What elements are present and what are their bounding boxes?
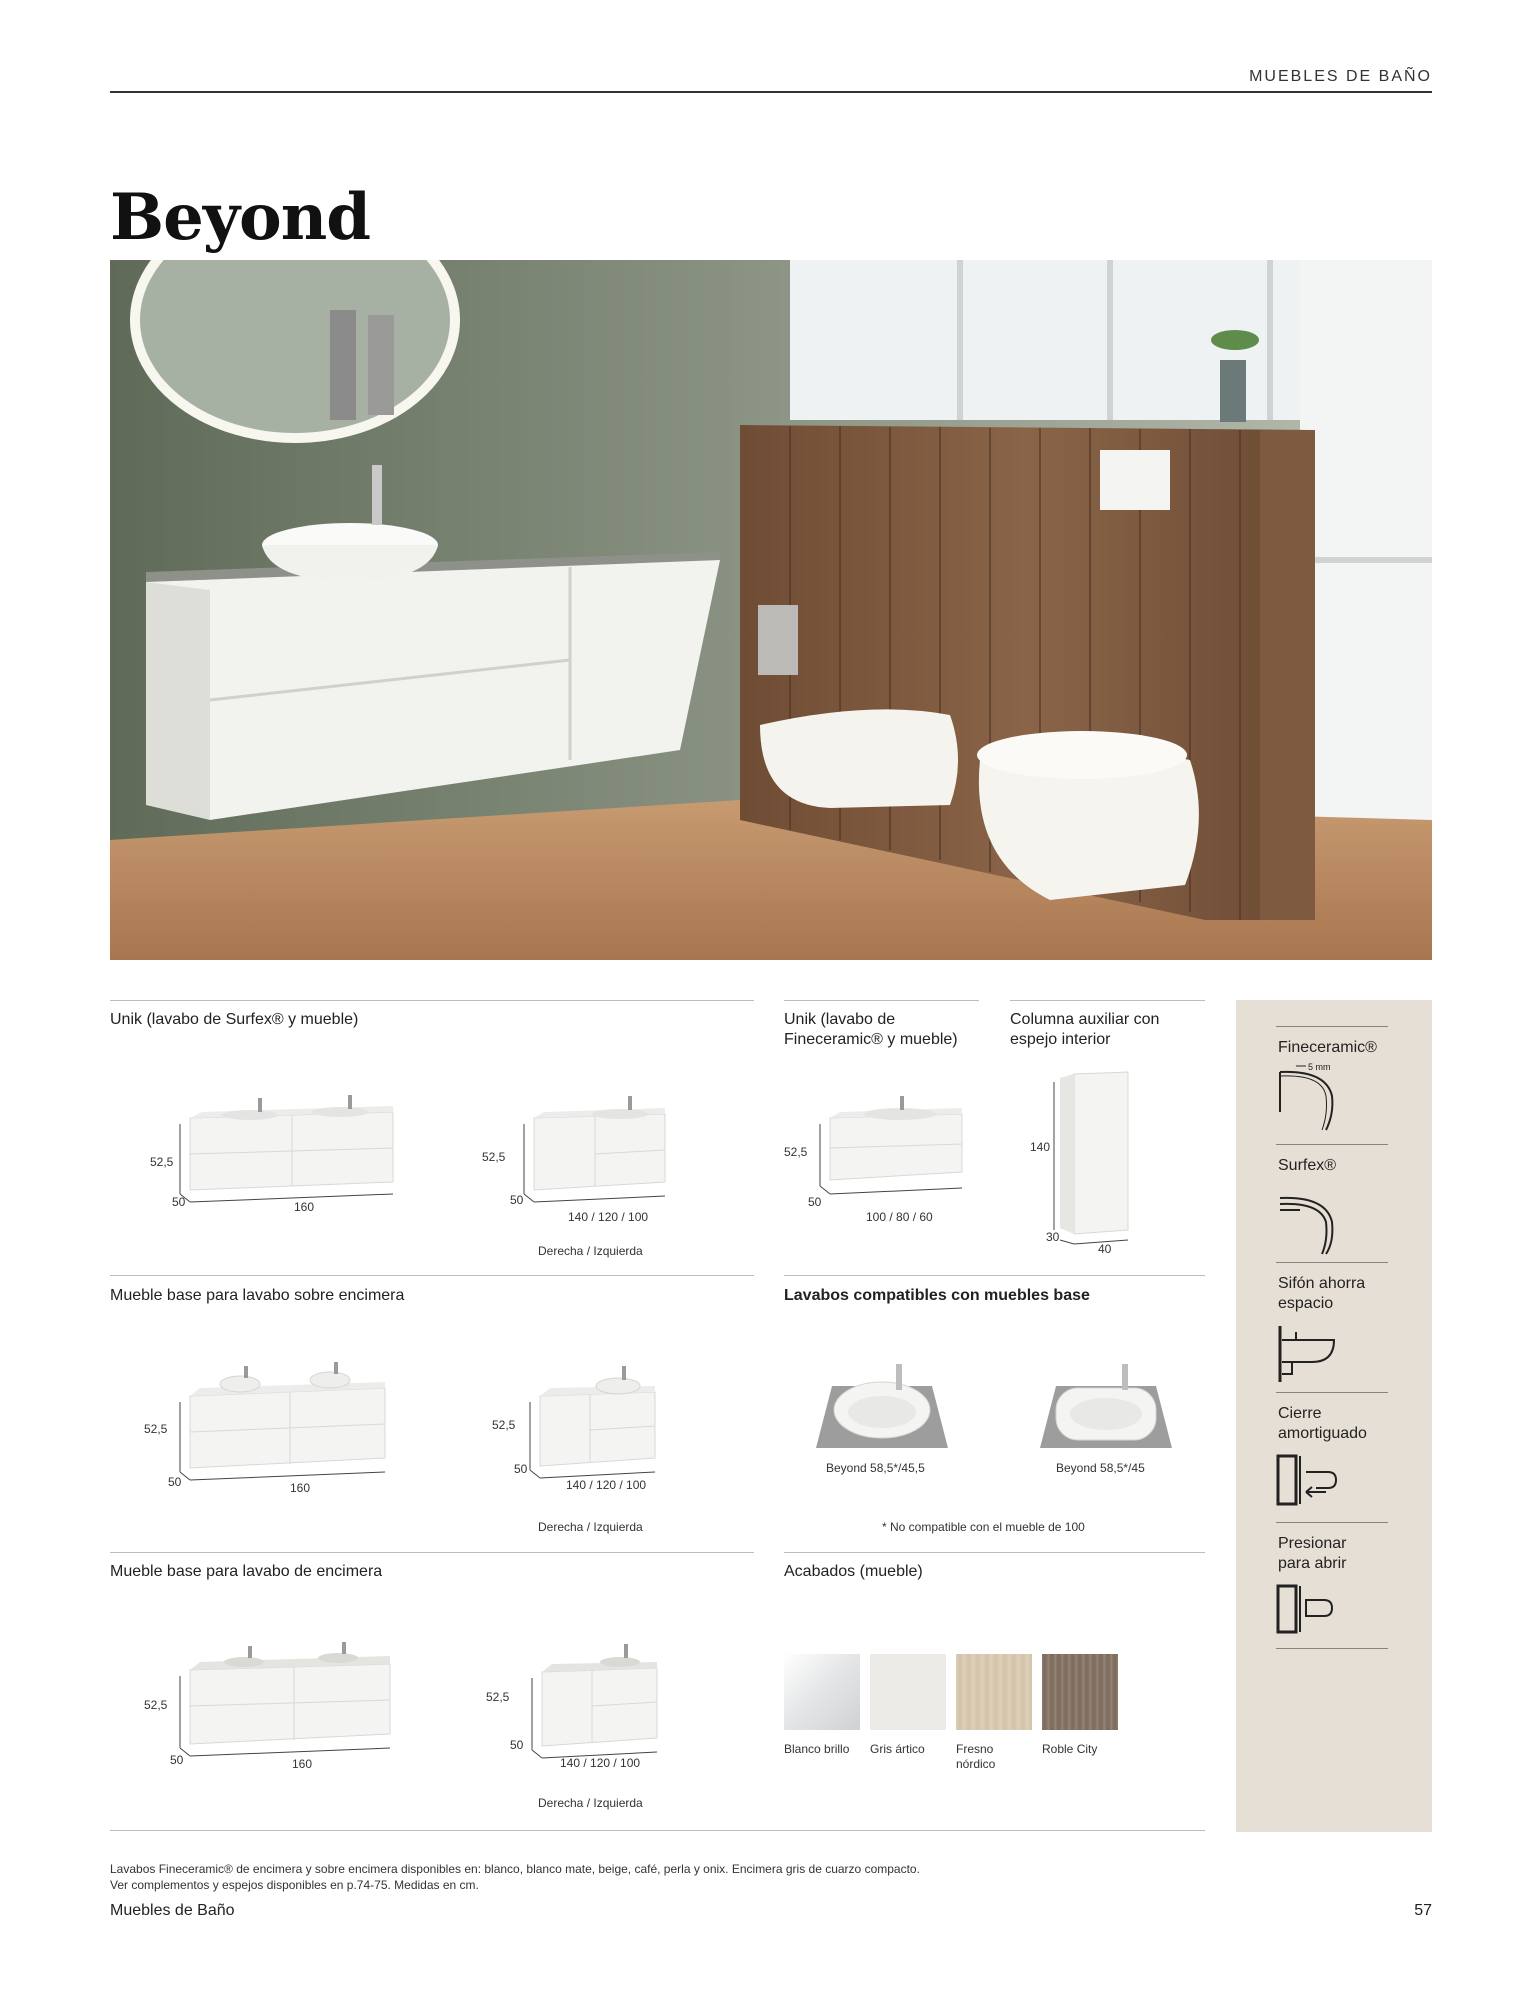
divider [110,1830,1205,1831]
dim-depth: 50 [510,1738,524,1752]
feature-divider [1276,1262,1388,1263]
dim-height: 52,5 [492,1418,516,1432]
divider [784,1552,1205,1553]
orientation-note: Derecha / Izquierda [538,1244,643,1258]
orientation-note: Derecha / Izquierda [538,1796,643,1810]
swatch-label: Blanco brillo [784,1742,850,1756]
swatch-fresno-nordico [956,1654,1032,1730]
dim-height: 52,5 [486,1690,510,1704]
dim-depth: 50 [172,1195,186,1209]
swatch-blanco-brillo [784,1654,860,1730]
footnote-line-2: Ver complementos y espejos disponibles en p.74-75. Medidas en cm. [110,1878,479,1892]
de-encimera-single-drawing [512,1640,672,1770]
header-divider [110,91,1432,93]
dim-depth: 50 [514,1462,528,1476]
feature-siphon-label-l2: espacio [1278,1295,1334,1312]
section-label: MUEBLES DE BAÑO [1249,68,1432,85]
feature-divider [1276,1392,1388,1393]
section-title-unik-fineceramic: Unik (lavabo de [784,1011,896,1028]
divider [110,1275,754,1276]
feature-surfex-label: Surfex® [1278,1157,1337,1174]
feature-push-open-label-l2: para abrir [1278,1555,1347,1572]
feature-siphon-label: Sifón ahorra [1278,1275,1366,1292]
fineceramic-icon [1276,1062,1346,1132]
compat-footnote: * No compatible con el mueble de 100 [882,1520,1085,1534]
feature-soft-close-label: Cierre [1278,1405,1322,1422]
section-title-columna: Columna auxiliar con [1010,1011,1160,1028]
dim-width: 160 [290,1481,311,1495]
dim-depth: 50 [510,1193,524,1207]
sobre-encimera-double-drawing [140,1360,400,1490]
divider [1010,1000,1205,1001]
dim-height: 52,5 [144,1698,168,1712]
section-title-unik-fineceramic-l2: Fineceramic® y mueble) [784,1031,958,1048]
dim-width: 40 [1098,1242,1112,1256]
de-encimera-double-drawing [140,1640,400,1770]
unik-single-vanity-drawing [500,1090,680,1220]
dim-height: 140 [1030,1140,1051,1154]
dim-width: 160 [294,1200,315,1214]
footnote-line-1: Lavabos Fineceramic® de encimera y sobre encimera disponibles en: blanco, blanco mate, beige, café, perla y onix. Encimera gris de cuarzo compacto. [110,1862,920,1876]
basin-compat-2-label: Beyond 58,5*/45 [1056,1461,1145,1475]
dim-height: 52,5 [482,1150,506,1164]
feature-soft-close-label-l2: amortiguado [1278,1425,1367,1442]
section-title-acabados: Acabados (mueble) [784,1563,923,1580]
column-cabinet-drawing [1050,1068,1130,1248]
dim-width: 100 / 80 / 60 [866,1210,933,1224]
feature-fineceramic-label: Fineceramic® [1278,1039,1377,1056]
surfex-icon [1276,1186,1346,1256]
basin-compat-2-image [1036,1352,1176,1452]
section-title-compatibles: Lavabos compatibles con muebles base [784,1287,1090,1304]
feature-divider [1276,1648,1388,1649]
hero-bathroom-image [110,260,1432,960]
footer-section-name: Muebles de Baño [110,1902,235,1919]
swatch-gris-artico [870,1654,946,1730]
features-sidebar [1236,1000,1432,1832]
basin-compat-1-label: Beyond 58,5*/45,5 [826,1461,925,1475]
dim-depth: 50 [168,1475,182,1489]
swatch-label-l2: nórdico [956,1757,996,1771]
feature-divider [1276,1522,1388,1523]
siphon-icon [1276,1322,1346,1386]
orientation-note: Derecha / Izquierda [538,1520,643,1534]
dim-width: 140 / 120 / 100 [560,1756,641,1770]
dim-height: 52,5 [784,1145,808,1159]
push-open-icon [1276,1582,1346,1638]
dim-width: 140 / 120 / 100 [568,1210,649,1224]
feature-divider [1276,1026,1388,1027]
section-title-de-encimera: Mueble base para lavabo de encimera [110,1563,383,1580]
dim-width: 140 / 120 / 100 [566,1478,647,1492]
dim-depth: 50 [808,1195,822,1209]
soft-close-icon [1276,1452,1356,1512]
divider [784,1000,979,1001]
page-number: 57 [1414,1902,1432,1919]
divider [110,1000,754,1001]
dim-depth: 50 [170,1753,184,1767]
swatch-label: Gris ártico [870,1742,925,1756]
sobre-encimera-single-drawing [510,1360,670,1490]
dim-height: 52,5 [144,1422,168,1436]
swatch-roble-city [1042,1654,1118,1730]
section-title-columna-l2: espejo interior [1010,1031,1111,1048]
swatch-label: Fresno [956,1742,994,1756]
page-title: Beyond [110,180,370,255]
dim-depth: 30 [1046,1230,1060,1244]
unik-fineceramic-vanity-drawing [800,1090,970,1220]
dim-width: 160 [292,1757,313,1771]
divider [784,1275,1205,1276]
feature-push-open-label: Presionar [1278,1535,1347,1552]
section-title-unik-surfex: Unik (lavabo de Surfex® y mueble) [110,1011,359,1028]
basin-compat-1-image [812,1352,952,1452]
fineceramic-thickness: 5 mm [1308,1062,1331,1072]
section-title-sobre-encimera: Mueble base para lavabo sobre encimera [110,1287,405,1304]
divider [110,1552,754,1553]
swatch-label: Roble City [1042,1742,1098,1756]
dim-height: 52,5 [150,1155,174,1169]
feature-divider [1276,1144,1388,1145]
